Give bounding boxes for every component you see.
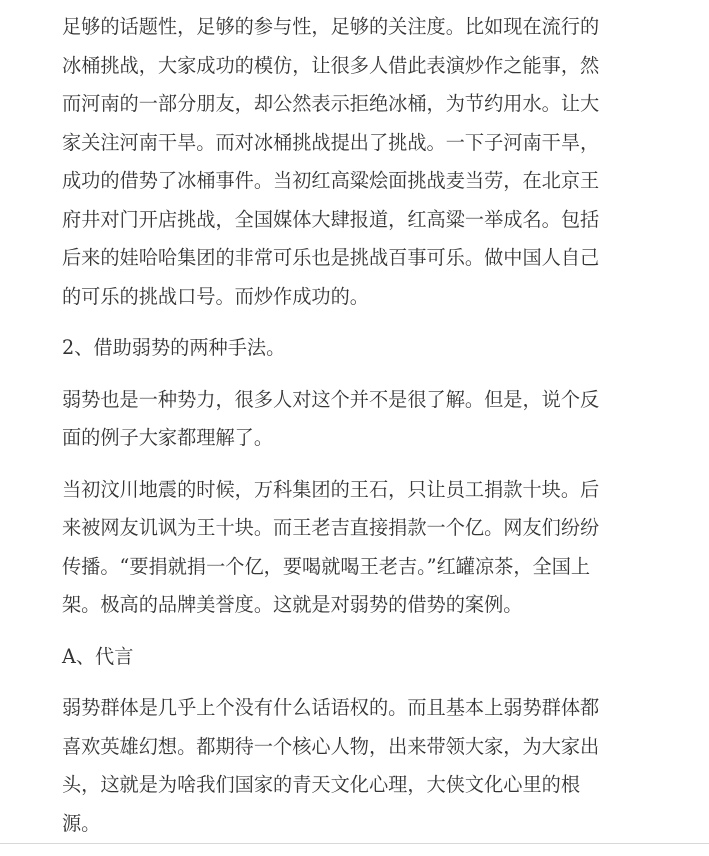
paragraph-weak-groups xyxy=(62,689,652,843)
text-line: 来被网友讥讽为王十块。而王老吉直接捐款一个亿。网友们纷纷 xyxy=(62,516,600,539)
text-line: 喜欢英雄幻想。都期待一个核心人物，出来带领大家，为大家出 xyxy=(62,734,600,758)
text-line: 弱势也是一种势力，很多人对这个并不是很了解。但是，说个反 xyxy=(62,387,600,411)
paragraph-weak-force-intro xyxy=(62,381,652,458)
text-line: 足够的话题性，足够的参与性，足够的关注度。比如现在流行的 xyxy=(62,15,600,38)
text-line: 家关注河南干旱。而对冰桶挑战提出了挑战。一下子河南干旱， xyxy=(62,130,600,154)
text-line: 弱势群体是几乎上个没有什么话语权的。而且基本上弱势群体都 xyxy=(62,696,600,719)
text-line: 冰桶挑战，大家成功的模仿，让很多人借此表演炒作之能事，然 xyxy=(62,53,600,77)
text-line: A、代言 xyxy=(62,644,134,668)
text-line: 府井对门开店挑战，全国媒体大肆报道，红高粱一举成名。包括 xyxy=(62,207,600,231)
text-line: 后来的娃哈哈集团的非常可乐也是挑战百事可乐。做中国人自己 xyxy=(62,246,600,269)
paragraph-ice-bucket-challenge xyxy=(62,8,652,316)
text-line: 而河南的一部分朋友，却公然表示拒绝冰桶，为节约用水。让大 xyxy=(62,92,600,115)
text-line: 源。 xyxy=(62,811,101,835)
section-heading-weak-force xyxy=(62,329,652,368)
paragraph-wenchuan-example xyxy=(62,471,652,625)
text-line: 头，这就是为啥我们国家的青天文化心理，大侠文化心里的根 xyxy=(62,773,581,796)
text-line: 面的例子大家都理解了。 xyxy=(62,426,274,449)
text-line: 成功的借势了冰桶事件。当初红高粱烩面挑战麦当劳，在北京王 xyxy=(62,169,600,192)
text-line: 的可乐的挑战口号。而炒作成功的。 xyxy=(62,284,369,308)
subheading-endorsement xyxy=(62,638,652,677)
text-line: 传播。“要捐就捐一个亿，要喝就喝王老吉。”红罐凉茶，全国上 xyxy=(62,554,591,578)
article-body xyxy=(62,8,652,856)
text-line: 当初汶川地震的时候，万科集团的王石，只让员工捐款十块。后 xyxy=(62,477,600,501)
text-line: 架。极高的品牌美誉度。这就是对弱势的借势的案例。 xyxy=(62,593,523,616)
text-line: 2、借助弱势的两种手法。 xyxy=(62,336,286,359)
bottom-divider xyxy=(0,843,709,844)
